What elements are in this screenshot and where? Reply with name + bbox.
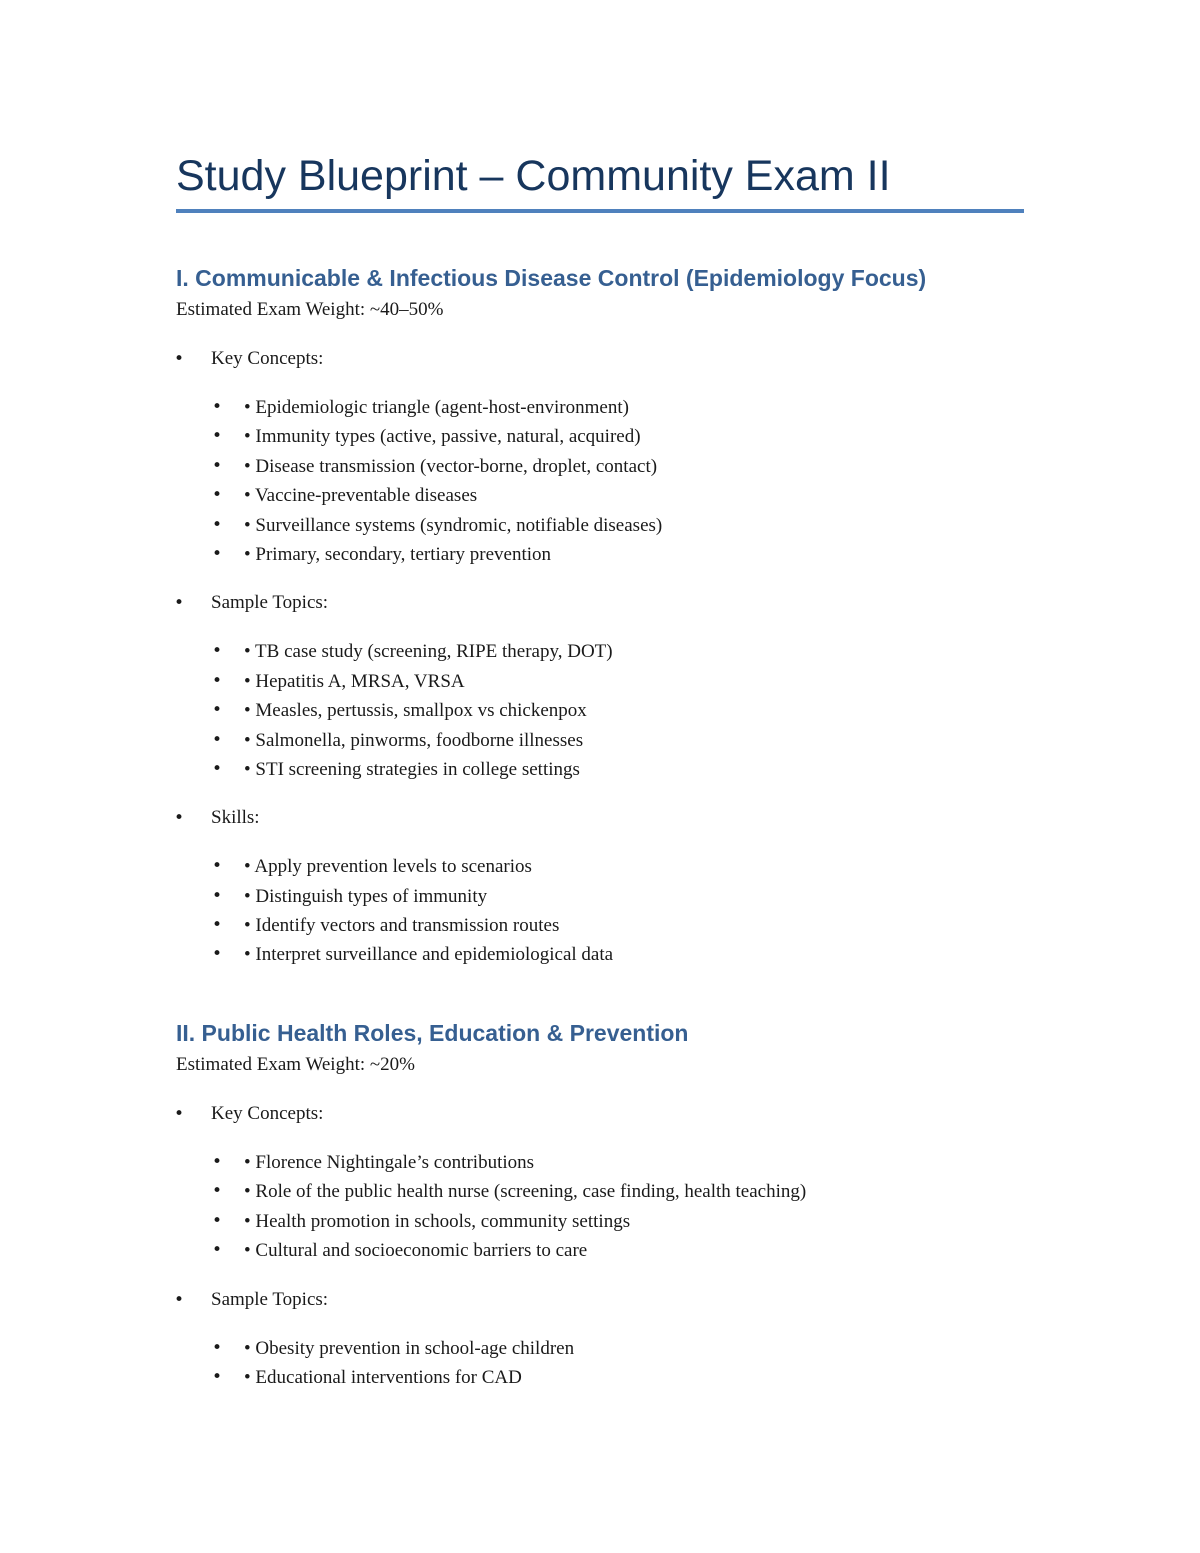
item-list — [176, 637, 1024, 784]
group-label-text: Sample Topics: — [211, 1288, 329, 1310]
bullet-icon: • — [212, 397, 223, 417]
list-item-text: • Interpret surveillance and epidemiological data — [244, 944, 614, 966]
section-heading: I. Communicable & Infectious Disease Control (Epidemiology Focus) — [176, 265, 927, 291]
group-label — [176, 1285, 1024, 1315]
list-item-text: • Measles, pertussis, smallpox vs chickenpox — [244, 700, 587, 722]
group-key-concepts — [176, 344, 1024, 569]
list-item-text: • Immunity types (active, passive, natural, acquired) — [244, 426, 641, 448]
bullet-icon: • — [212, 641, 223, 662]
list-item-text: • TB case study (screening, RIPE therapy, DOT) — [244, 641, 613, 663]
group-label — [176, 803, 1024, 833]
group-label — [176, 344, 1024, 374]
bullet-icon: • — [174, 349, 185, 369]
list-item-text: • Educational interventions for CAD — [244, 1366, 522, 1388]
list-item — [176, 637, 1024, 666]
section-public-health-roles — [176, 1016, 1024, 1392]
bullet-icon: • — [212, 758, 223, 779]
list-item-text: • Health promotion in schools, community settings — [244, 1210, 631, 1232]
exam-weight: Estimated Exam Weight: ~40–50% — [176, 299, 444, 320]
list-item — [176, 1334, 1024, 1363]
list-item-text: • Obesity prevention in school-age children — [244, 1337, 575, 1359]
group-label-text: Key Concepts: — [211, 348, 324, 369]
bullet-icon: • — [174, 593, 185, 614]
document-title: Study Blueprint – Community Exam II — [176, 152, 891, 200]
list-item-text: • Disease transmission (vector-borne, droplet, contact) — [244, 455, 658, 477]
bullet-icon: • — [212, 426, 223, 447]
list-item-text: • Primary, secondary, tertiary prevention — [244, 543, 552, 565]
group-skills — [176, 803, 1024, 970]
bullet-icon: • — [212, 670, 223, 691]
list-item — [176, 1177, 1024, 1206]
list-item-text: • Vaccine-preventable diseases — [244, 485, 478, 507]
group-label — [176, 588, 1024, 618]
list-item-text: • Florence Nightingale’s contributions — [244, 1152, 535, 1173]
list-item — [176, 1236, 1024, 1265]
list-item-text: • Epidemiologic triangle (agent-host-environment) — [244, 397, 629, 418]
group-key-concepts — [176, 1099, 1024, 1266]
bullet-icon: • — [212, 1210, 223, 1231]
bullet-icon: • — [212, 1337, 223, 1358]
list-item-text: • Cultural and socioeconomic barriers to care — [244, 1240, 588, 1262]
list-item — [176, 511, 1024, 540]
list-item-text: • Apply prevention levels to scenarios — [244, 856, 532, 878]
item-list — [176, 393, 1024, 569]
list-item — [176, 452, 1024, 481]
exam-weight: Estimated Exam Weight: ~20% — [176, 1054, 415, 1075]
bullet-icon: • — [212, 856, 223, 877]
group-sample-topics — [176, 588, 1024, 784]
list-item-text: • Salmonella, pinworms, foodborne illnesses — [244, 729, 584, 751]
bullet-icon: • — [212, 700, 223, 721]
section-heading: II. Public Health Roles, Education & Prevention — [176, 1020, 689, 1046]
item-list — [176, 852, 1024, 970]
section-communicable-disease — [176, 261, 1024, 970]
bullet-icon: • — [212, 729, 223, 750]
list-item-text: • Hepatitis A, MRSA, VRSA — [244, 670, 465, 692]
group-label-text: Key Concepts: — [211, 1103, 324, 1124]
list-item — [176, 393, 1024, 422]
bullet-icon: • — [212, 543, 223, 564]
bullet-icon: • — [212, 1152, 223, 1172]
bullet-icon: • — [174, 1104, 185, 1124]
list-item-text: • STI screening strategies in college settings — [244, 758, 580, 780]
item-list — [176, 1148, 1024, 1266]
list-item — [176, 540, 1024, 569]
list-item — [176, 911, 1024, 940]
list-item-text: • Surveillance systems (syndromic, notifiable diseases) — [244, 514, 663, 536]
bullet-icon: • — [174, 808, 185, 829]
group-label — [176, 1099, 1024, 1129]
list-item — [176, 726, 1024, 755]
bullet-icon: • — [212, 885, 223, 906]
list-item — [176, 422, 1024, 451]
list-item — [176, 1148, 1024, 1177]
list-item — [176, 1207, 1024, 1236]
group-label-text: Sample Topics: — [211, 592, 329, 614]
list-item — [176, 1363, 1024, 1392]
list-item — [176, 882, 1024, 911]
list-item-text: • Role of the public health nurse (screening, case finding, health teaching) — [244, 1181, 807, 1203]
list-item-text: • Identify vectors and transmission routes — [244, 915, 560, 937]
bullet-icon: • — [212, 455, 223, 476]
bullet-icon: • — [212, 944, 223, 965]
bullet-icon: • — [212, 514, 223, 535]
bullet-icon: • — [212, 1366, 223, 1387]
list-item — [176, 696, 1024, 725]
bullet-icon: • — [212, 1181, 223, 1202]
bullet-icon: • — [212, 915, 223, 936]
title-underline-rule — [176, 209, 1024, 213]
bullet-icon: • — [212, 485, 223, 506]
item-list — [176, 1334, 1024, 1393]
list-item — [176, 852, 1024, 881]
bullet-icon: • — [212, 1240, 223, 1261]
group-label-text: Skills: — [211, 807, 260, 829]
list-item — [176, 667, 1024, 696]
bullet-icon: • — [174, 1289, 185, 1310]
list-item — [176, 755, 1024, 784]
group-sample-topics — [176, 1285, 1024, 1393]
list-item — [176, 940, 1024, 969]
list-item-text: • Distinguish types of immunity — [244, 885, 488, 907]
list-item — [176, 481, 1024, 510]
